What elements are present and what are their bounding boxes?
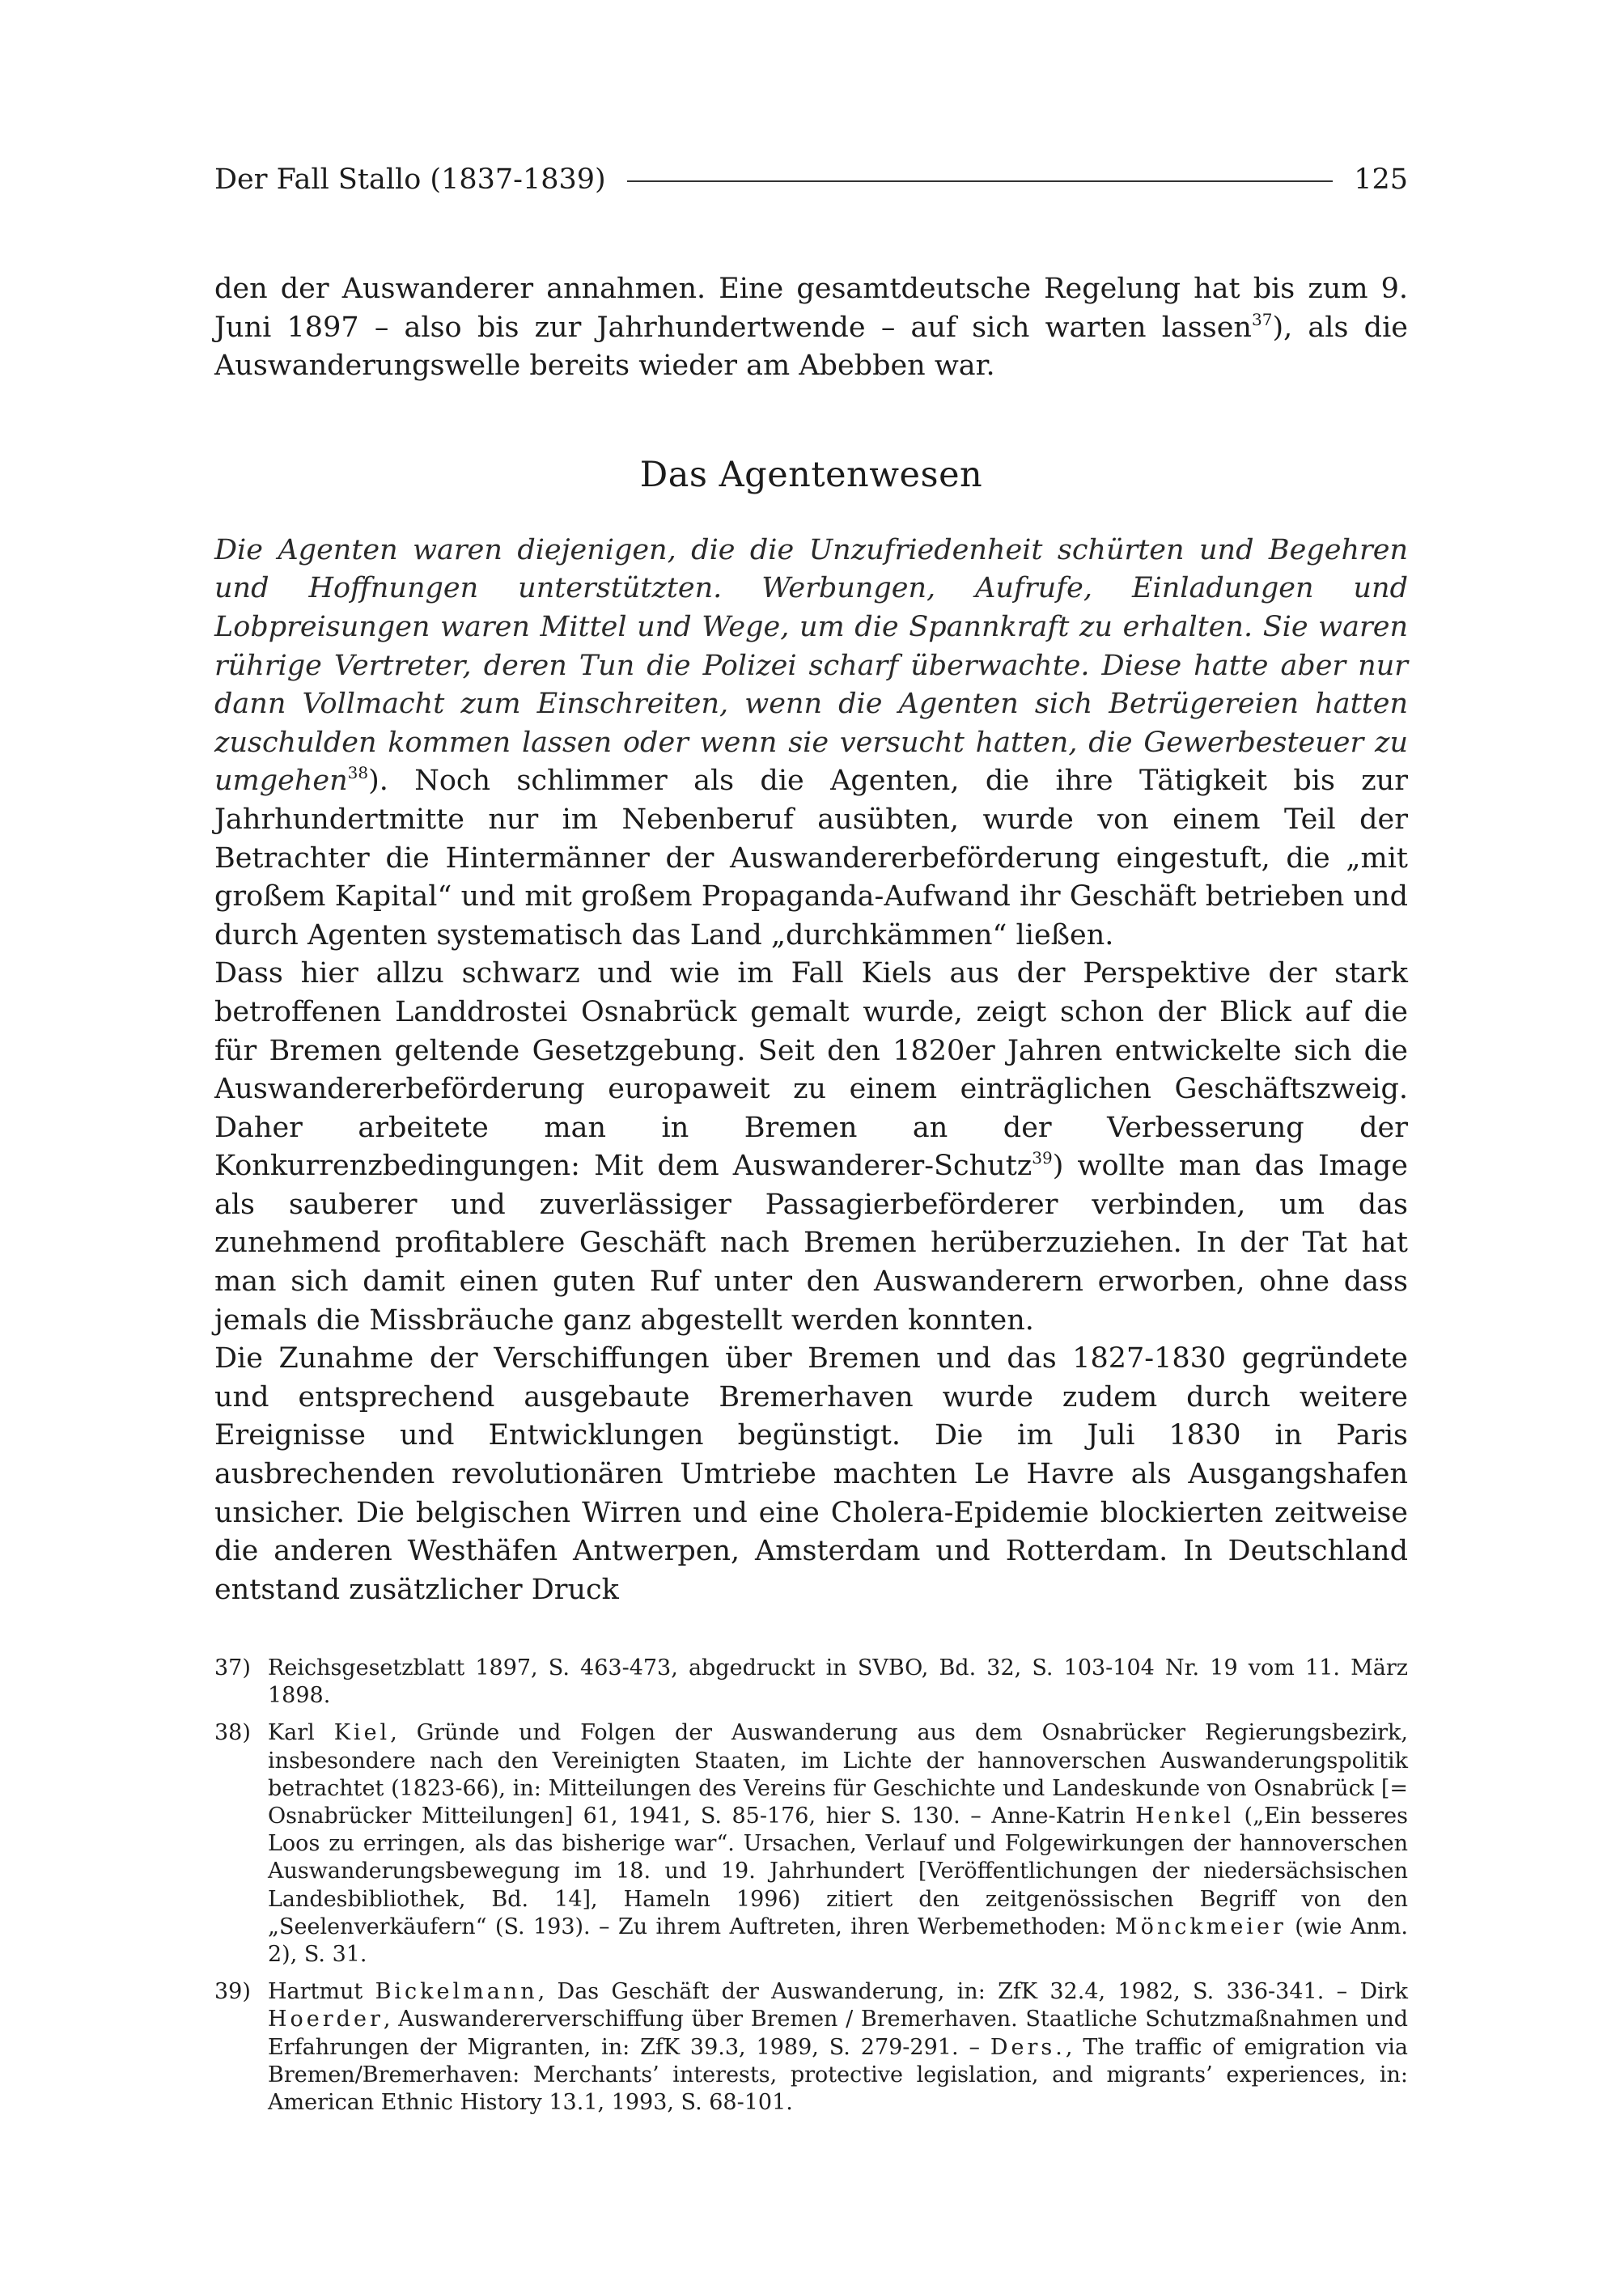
footnote-number: 38) [214, 1720, 251, 1746]
header-rule [627, 180, 1333, 182]
paragraph-2-text: ). Noch schlimmer als die Agenten, die ihre Tätigkeit bis zur Jahrhundertmitte nur im Nebenberuf ausübten, wurde von einem Teil der Betrachter die Hintermänner der Auswandererbeförderung eingestuft, die „mit großem Kapital“ und mit großem Propaganda-Aufwand ihr Geschäft betrieben und durch Agenten systematisch das Land „durchkämmen“ ließen. [214, 765, 1408, 952]
footnote-text-part: (wie Anm. 2), S. 31. [268, 1914, 1408, 1968]
paragraph-3-end: ) wollte man das Image als sauberer und zuverlässiger Passagierbeförderer verbinden, um das zunehmend profitablere Geschäft nach Bremen herüberzuziehen. In der Tat hat man sich damit einen guten Ruf unter den Auswanderern erworben, ohne dass jemals die Missbräuche ganz abgestellt werden konnten. [214, 1150, 1408, 1337]
paragraph-3-text: Dass hier allzu schwarz und wie im Fall Kiels aus der Perspektive der stark betroffenen Landdrostei Osnabrück gemalt wurde, zeigt schon der Blick auf die für Bremen geltende Gesetzgebung. Seit den 1820er Jahren entwickelte sich die Auswandererbeförderung europaweit zu einem einträglichen Geschäftszweig. Daher arbeitete man in Bremen an der Verbesserung der Konkurrenzbedingungen: Mit dem Auswanderer-Schutz [214, 957, 1408, 1183]
footnote-ref-38[interactable]: 38 [347, 763, 369, 783]
footnote-text-part: , Das Geschäft der Auswanderung, in: ZfK 32.4, 1982, S. 336-341. – Dirk [537, 1979, 1408, 2005]
footnote-38 [214, 1719, 1408, 1969]
author-name: Kiel [333, 1720, 391, 1746]
footnotes [214, 1655, 1408, 2126]
footnote-number: 39) [214, 1979, 251, 2005]
section-heading: Das Agentenwesen [639, 454, 983, 495]
author-name: Henkel [1135, 1803, 1235, 1829]
footnote-text-part: , Gründe und Folgen der Auswanderung aus dem Osnabrücker Regierungsbezirk, insbesondere nach den Vereinigten Staaten, im Lichte der hannoverschen Auswanderungspolitik betrachtet (1823-66), in: Mitteilungen des Vereins für Geschichte und Landeskunde von Osnabrück [= Osnabrücker Mitteilungen] 61, 1941, S. 85-176, hier S. 130. – Anne-Katrin [268, 1720, 1408, 1829]
page-content [214, 162, 1408, 1609]
paragraph-3 [214, 955, 1408, 1340]
paragraph-4: Die Zunahme der Verschiffungen über Bremen und das 1827-1830 gegründete und entsprechend ausgebaute Bremerhaven wurde zudem durch weitere Ereignisse und Entwicklungen begünstigt. Die im Juli 1830 in Paris ausbrechenden revolutionären Umtriebe machten Le Havre als Ausgangshafen unsicher. Die belgischen Wirren und eine Cholera-Epidemie blockierten zeitweise die anderen Westhäfen Antwerpen, Amsterdam und Rotterdam. In Deutschland entstand zusätzlicher Druck [214, 1342, 1408, 1606]
page-number: 125 [1354, 163, 1408, 196]
running-head [214, 162, 1408, 197]
paragraph-1 [214, 270, 1408, 386]
body-text [214, 270, 1408, 1609]
author-name: Mönckmeier [1114, 1914, 1287, 1939]
author-name: Ders. [990, 2034, 1066, 2060]
footnote-ref-37[interactable]: 37 [1251, 309, 1273, 329]
italic-quote: Die Agenten waren diejenigen, die die Unzufriedenheit schürten und Begehren und Hoffnungen unterstützten. Werbungen, Aufrufe, Einladungen und Lobpreisungen waren Mittel und Wege, um die Spannkraft zu erhalten. Sie waren rührige Vertreter, deren Tun die Polizei scharf überwachte. Diese hatte aber nur dann Vollmacht zum Einschreiten, wenn die Agenten sich Betrügereien hatten zuschulden kommen lassen oder wenn sie versucht hatten, die Gewerbesteuer zu umgehen [214, 533, 1408, 798]
running-head-title: Der Fall Stallo (1837-1839) [214, 163, 606, 196]
footnote-text [268, 1719, 1408, 1969]
footnote-number: 37) [214, 1655, 251, 1681]
paragraph-2 [214, 532, 1408, 956]
footnote-text-part: Hartmut [268, 1979, 375, 2005]
footnote-text: Reichsgesetzblatt 1897, S. 463-473, abgedruckt in SVBO, Bd. 32, S. 103-104 Nr. 19 vom 11. März 1898. [268, 1655, 1408, 1709]
footnote-text-part: , Auswandererverschiffung über Bremen / Bremerhaven. Staatliche Schutzmaßnahmen und Erfahrungen der Migranten, in: ZfK 39.3, 1989, S. 279-291. – [268, 2007, 1408, 2060]
footnote-text [268, 1978, 1408, 2117]
footnote-ref-39[interactable]: 39 [1032, 1148, 1053, 1168]
footnote-39 [214, 1978, 1408, 2117]
author-name: Bickelmann [375, 1979, 538, 2005]
paragraph-1-end: ), als die Auswanderungswelle bereits wieder am Abebben war. [214, 311, 1408, 383]
footnote-text-part: , The traffic of emigration via Bremen/Bremerhaven: Merchants’ interests, protective legislation, and migrants’ experiences, in: American Ethnic History 13.1, 1993, S. 68-101. [268, 2034, 1408, 2116]
footnote-37 [214, 1655, 1408, 1710]
footnote-text-part: Karl [268, 1720, 334, 1746]
author-name: Hoerder [268, 2007, 384, 2032]
footnote-text-part: („Ein besseres Loos zu erringen, als das bisherige war“. Ursachen, Verlauf und Folgewirkungen der hannoverschen Auswanderungsbewegung im 18. und 19. Jahrhundert [Veröffentlichungen der niedersächsischen Landesbibliothek, Bd. 14], Hameln 1996) zitiert den zeitgenössischen Begriff von den „Seelenverkäufern“ (S. 193). – Zu ihrem Auftreten, ihren Werbemethoden: [268, 1803, 1408, 1939]
paragraph-1-text: den der Auswanderer annahmen. Eine gesamtdeutsche Regelung hat bis zum 9. Juni 1897 – also bis zur Jahrhundertwende – auf sich warten lassen [214, 273, 1408, 344]
